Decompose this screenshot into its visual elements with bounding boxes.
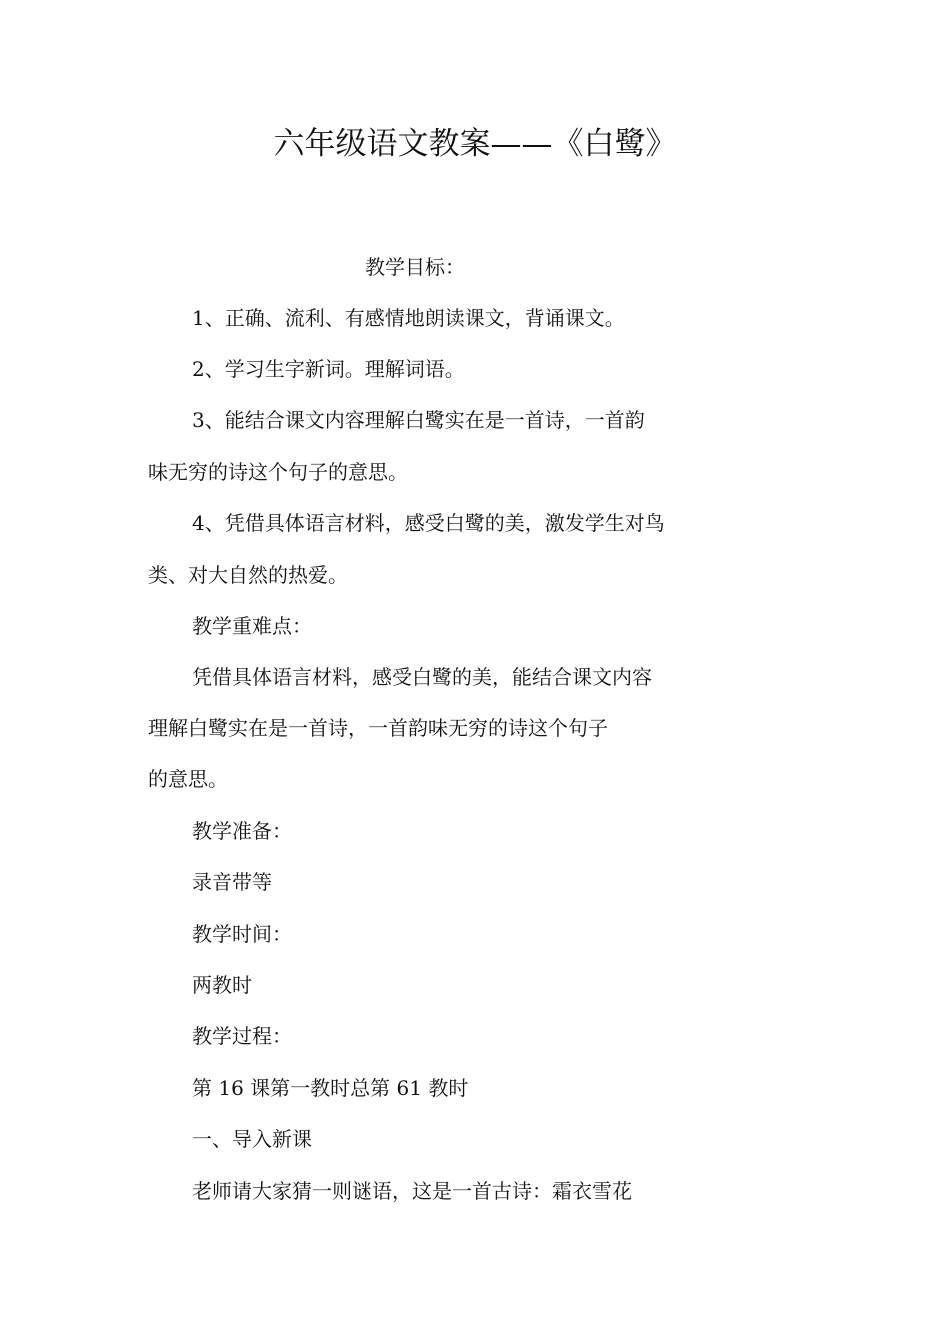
paragraph-line: 一、导入新课: [192, 1127, 312, 1151]
section-heading-objectives: 教学目标：: [365, 255, 465, 279]
section-heading-process: 教学过程：: [192, 1024, 292, 1048]
section-heading-key-points: 教学重难点：: [192, 614, 312, 638]
paragraph-line: 两教时: [192, 973, 252, 997]
paragraph-line: 3、能结合课文内容理解白鹭实在是一首诗，一首韵: [192, 408, 645, 432]
section-heading-preparation: 教学准备：: [192, 819, 292, 843]
section-heading-time: 教学时间：: [192, 922, 292, 946]
paragraph-line: 2、学习生字新词。理解词语。: [192, 357, 465, 381]
paragraph-line: 4、凭借具体语言材料，感受白鹭的美，激发学生对鸟: [192, 511, 665, 535]
paragraph-line: 味无穷的诗这个句子的意思。: [148, 460, 408, 484]
paragraph-line: 类、对大自然的热爱。: [148, 563, 348, 587]
paragraph-line: 第 16 课第一教时总第 61 教时: [192, 1076, 469, 1100]
paragraph-line: 凭借具体语言材料，感受白鹭的美，能结合课文内容: [192, 665, 652, 689]
document-title: 六年级语文教案——《白鹭》: [273, 126, 677, 162]
paragraph-line: 理解白鹭实在是一首诗，一首韵味无穷的诗这个句子: [148, 716, 608, 740]
paragraph-line: 老师请大家猜一则谜语，这是一首古诗：霜衣雪花: [192, 1179, 632, 1203]
paragraph-line: 录音带等: [192, 870, 272, 894]
paragraph-line: 的意思。: [148, 767, 228, 791]
paragraph-line: 1、正确、流利、有感情地朗读课文，背诵课文。: [192, 306, 625, 330]
